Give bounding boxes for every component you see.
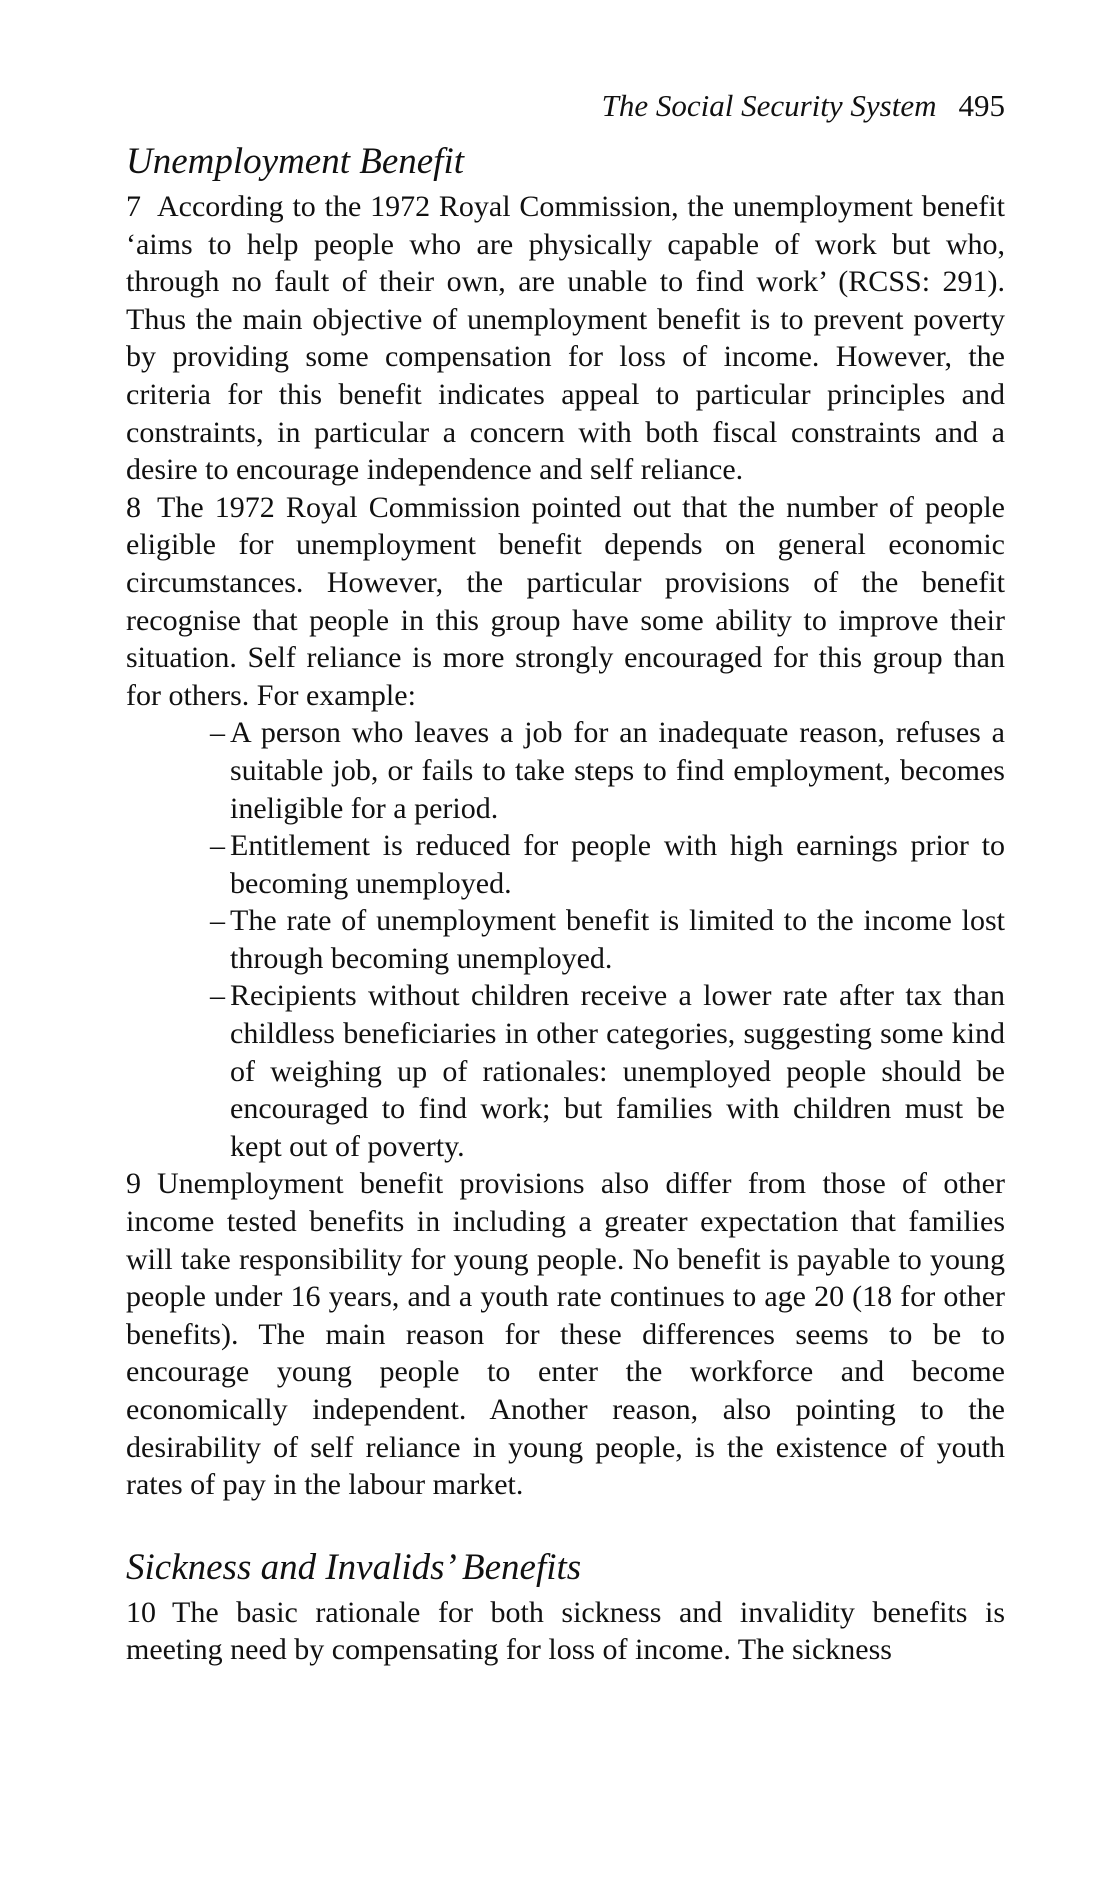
paragraph-text: The basic rationale for both sickness and invalidity benefits is meeting need by compensating for loss of income. The sickness	[126, 1595, 1005, 1667]
paragraph-10	[126, 1594, 1005, 1669]
list-item-text: Recipients without children receive a lower rate after tax than childless beneficiaries in other categories, suggesting some kind of weighing up of rationales: unemployed people should be encouraged to find work; but families with children must be kept out of poverty.	[230, 979, 1005, 1163]
list-item-text: Entitlement is reduced for people with high earnings prior to becoming unemployed.	[230, 829, 1005, 900]
dash-marker: –	[210, 979, 225, 1013]
paragraph-number: 9	[126, 1167, 141, 1201]
running-head-title: The Social Security System	[601, 88, 937, 123]
dash-marker: –	[210, 904, 225, 938]
paragraph-text: The 1972 Royal Commission pointed out that the number of people eligible for unemployment benefit depends on general economic circumstances. However, the particular provisions of the benefit recognise that people in this group have some ability to improve their situation. Self reliance is more strongly encouraged for this group than for others. For example:	[126, 490, 1005, 712]
running-head	[126, 86, 1005, 130]
paragraph-9	[126, 1165, 1005, 1503]
page-number: 495	[958, 88, 1005, 123]
list-item	[210, 827, 1005, 902]
list-item-text: The rate of unemployment benefit is limited to the income lost through becoming unemployed.	[230, 904, 1005, 975]
list-item-text: A person who leaves a job for an inadequate reason, refuses a suitable job, or fails to take steps to find employment, becomes ineligible for a period.	[230, 716, 1005, 825]
examples-list	[126, 714, 1005, 1165]
paragraph-number: 10	[126, 1595, 156, 1629]
paragraph-number: 8	[126, 490, 141, 524]
section-heading-unemployment: Unemployment Benefit	[126, 141, 465, 182]
paragraph-text: Unemployment benefit provisions also differ from those of other income tested benefits in including a greater expectation that families will take responsibility for young people. No benefit is payable to young people under 16 years, and a youth rate continues to age 20 (18 for other benefits). The main reason for these differences seems to be to encourage young people to enter the workforce and become economically independent. Another reason, also pointing to the desirability of self reliance in young people, is the existence of youth rates of pay in the labour market.	[126, 1167, 1005, 1502]
paragraph-8	[126, 489, 1005, 715]
book-page	[126, 86, 1005, 1669]
list-item	[210, 902, 1005, 977]
paragraph-text: According to the 1972 Royal Commission, the unemployment benefit ‘aims to help people who are physically capable of work but who, through no fault of their own, are unable to find work’ (RCSS: 291). Thus the main objective of unemployment benefit is to prevent poverty by providing some compensation for loss of income. However, the criteria for this benefit indicates appeal to particular principles and constraints, in particular a concern with both fiscal constraints and a desire to encourage independence and self reliance.	[126, 190, 1005, 487]
list-item	[210, 714, 1005, 827]
paragraph-number: 7	[126, 190, 141, 223]
list-item	[210, 977, 1005, 1165]
section-heading-sickness: Sickness and Invalids’ Benefits	[126, 1546, 582, 1588]
dash-marker: –	[210, 829, 225, 863]
dash-marker: –	[210, 716, 225, 750]
paragraph-7	[126, 188, 1005, 489]
